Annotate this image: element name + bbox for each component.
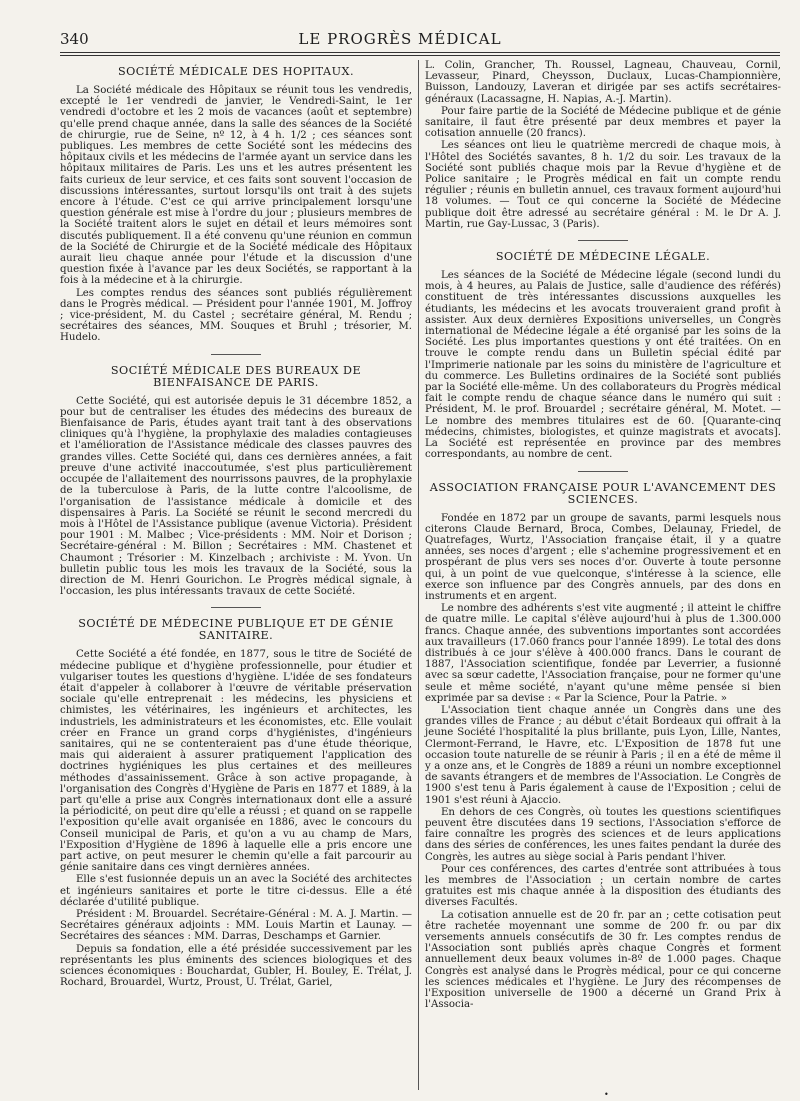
section-heading: SOCIÉTÉ DE MÉDECINE PUBLIQUE ET DE GÉNIE SANITAIRE. bbox=[78, 617, 394, 643]
section-heading: SOCIÉTÉ MÉDICALE DES BUREAUX DE BIENFAISANCE DE PARIS. bbox=[110, 363, 362, 389]
column-divider bbox=[418, 60, 419, 1090]
paragraph: La Société médicale des Hôpitaux se réunit tous les vendredis, excepté le 1er vendredi de janvier, le Vendredi-Saint, le 1er vendredi d'octobre et les 2 mois de vacances (août et septembre) qu'elle prend chaque année, dans la salle des séances de la Société de chirurgie, rue de Seine, nº 12, à 4 h. 1/2 ; ces séances sont publiques. Les membres de cette Société sont les médecins des hôpitaux civils et les médecins de l'armée ayant un service dans les hôpitaux militaires de Paris. Les uns et les autres présentent les faits curieux de leur service, et ces faits sont souvent l'occasion de discussions intéressantes, surtout lorsqu'ils ont trait à des sujets encore à l'étude. C'est ce qui arrive principalement lorsqu'une question générale est mise à l'ordre du jour ; plusieurs membres de la Société traitent alors le sujet en détail et leurs mémoires sont discutés publiquement. Il a été convenu qu'une réunion en commun de la Société de Chirurgie et de la Société médicale des Hôpitaux aurait lieu chaque année pour l'étude et la discussion d'une question fixée à l'avance par les deux Sociétés, se rapportant à la fois à la médecine et à la chirurgie. bbox=[60, 85, 412, 287]
paragraph: En dehors de ces Congrès, où toutes les questions scientifiques peuvent être discutées dans 19 sections, l'Association s'efforce de faire connaître les progrès des sciences et de leurs applications dans des séries de conférences, les unes faites pendant la durée des Congrès, les autres au siège social à Paris pendant l'hiver. bbox=[425, 806, 781, 863]
paragraph: La cotisation annuelle est de 20 fr. par an ; cette cotisation peut être rachetée moyennant une somme de 200 fr. ou par dix versements annuels consécutifs de 30 fr. Les comptes rendus de l'Association sont publiés après chaque Congrès et forment annuellement deux beaux volumes in-8º de 1.000 pages. Chaque Congrès est analysé dans le Progrès médical, pour ce qui concerne les sciences médicales et l'hygiène. Le Jury des récompenses de l'Exposition universelle de 1900 a décerné un Grand Prix à l'Associa- bbox=[425, 909, 781, 1011]
paragraph: Cette Société, qui est autorisée depuis le 31 décembre 1852, a pour but de centraliser les études des médecins des bureaux de Bienfaisance de Paris, études ayant trait tant à des observations cliniques qu'à l'hygiène, la prophylaxie des maladies contagieuses et l'amélioration de l'Assistance médicale des classes pauvres des grandes villes. Cette Société qui, dans ces dernières années, a fait preuve d'une activité inaccoutumée, s'est plus particulièrement occupée de l'allaitement des nourrissons pauvres, de la prophylaxie de la tuberculose à Paris, de la lutte contre l'alcoolisme, de l'organisation de l'assistance médicale à domicile et des dispensaires à Paris. La Société se réunit le second mercredi du mois à l'Hôtel de l'Assistance publique (avenue Victoria). Président pour 1901 : M. Malbec ; Vice-présidents : MM. Noir et Dorison ; Secrétaire-général : M. Billon ; Secrétaires : MM. Chastenet et Chaumont ; Trésorier : M. Kinzelbach ; archiviste : M. Yvon. Un bulletin public tous les mois les travaux de la Société, sous la direction de M. Henri Gourichon. Le Progrès médical signale, à l'occasion, les plus intéressants travaux de cette Société. bbox=[60, 395, 412, 598]
article-hygiene bbox=[60, 618, 412, 988]
header-rule bbox=[60, 55, 780, 56]
paragraph: Les séances de la Société de Médecine légale (second lundi du mois, à 4 heures, au Palais de Justice, salle d'audience des référés) constituent de très intéressantes discussions auxquelles les étudiants, les médecins et les avocats trouveraient grand profit à assister. Aux deux dernières Expositions universelles, un Congrès international de Médecine légale a été organisé par les soins de la Société. Les plus importantes questions y ont été traitées. On en trouve le compte rendu dans un Bulletin spécial édité par l'Imprimerie nationale par les soins du ministère de l'agriculture et du commerce. Les Bulletins ordinaires de la Société sont publiés par la Société elle-même. Un des collaborateurs du Progrès médical fait le compte rendu de chaque séance dans le numéro qui suit : Président, M. le prof. Brouardel ; secrétaire général, M. Motet. — Le nombre des membres titulaires est de 60. [Quarante-cinq médecins, chimistes, biologistes, et quinze magistrats et avocats]. La Société est représentée en province par des membres correspondants, au nombre de cent. bbox=[425, 270, 781, 461]
footer-mark: • bbox=[604, 1090, 609, 1099]
article-medecine-legale bbox=[425, 251, 781, 471]
section-heading: SOCIÉTÉ DE MÉDECINE LÉGALE. bbox=[495, 250, 711, 264]
section-heading: SOCIÉTÉ MÉDICALE DES HOPITAUX. bbox=[117, 65, 355, 78]
paragraph: Depuis sa fondation, elle a été présidée successivement par les représentants les plus éminents des sciences biologiques et des sciences économiques : Bouchardat, Gubler, H. Bouley, E. Trélat, J. Rochard, Brouardel, Wurtz, Proust, U. Trélat, Gariel, bbox=[60, 943, 412, 989]
article-afas bbox=[425, 482, 781, 1011]
header-rule bbox=[60, 52, 780, 53]
section-heading: ASSOCIATION FRANÇAISE POUR L'AVANCEMENT DES SCIENCES. bbox=[429, 480, 777, 506]
paragraph: Pour faire partie de la Société de Médecine publique et de génie sanitaire, il faut être présenté par deux membres et payer la cotisation annuelle (20 francs). bbox=[425, 105, 781, 140]
section-separator bbox=[578, 240, 628, 241]
paragraph: Les séances ont lieu le quatrième mercredi de chaque mois, à l'Hôtel des Sociétés savantes, 8 h. 1/2 du soir. Les travaux de la Société sont publiés chaque mois par la Revue d'hygiène et de Police sanitaire ; le Progrès médical en fait un compte rendu régulier ; réunis en bulletin annuel, ces travaux forment aujourd'hui 18 volumes. — Tout ce qui concerne la Société de Médecine publique doit être adressé au secrétaire général : M. le Dr A. J. Martin, rue Gay-Lussac, 3 (Paris). bbox=[425, 140, 781, 230]
paragraph: Les comptes rendus des séances sont publiés régulièrement dans le Progrès médical. — Président pour l'année 1901, M. Joffroy ; vice-président, M. du Castel ; secrétaire général, M. Rendu ; secrétaires des séances, MM. Souques et Bruhl ; trésorier, M. Hudelo. bbox=[60, 287, 412, 344]
paragraph: Cette Société a été fondée, en 1877, sous le titre de Société de médecine publique et d'hygiène professionnelle, pour étudier et vulgariser toutes les questions d'hygiène. L'idée de ses fondateurs était d'appeler à collaborer à l'œuvre de véritable préservation sociale qu'elle entreprenait : les médecins, les physiciens et chimistes, les vétérinaires, les ingénieurs et architectes, les industriels, les administrateurs et les économistes, etc. Elle voulait créer en France un grand corps d'hygiénistes, d'ingénieurs sanitaires, qui ne se contenteraient pas d'une étude théorique, mais qui aideraient à assurer pratiquement l'application des doctrines hygiéniques les plus certaines et des meilleures méthodes d'assainissement. Grâce à son active propagande, à l'organisation des Congrès d'Hygiène de Paris en 1877 et 1889, à la part qu'elle a prise aux Congrès internationaux dont elle a assuré la périodicité, on peut dire qu'elle a réussi ; et quand on se rappelle l'exposition qu'elle avait organisée en 1886, avec le concours du Conseil municipal de Paris, et qu'on a vu au champ de Mars, l'Exposition d'Hygiène de 1896 à laquelle elle a pris encore une part active, on peut mesurer le chemin qu'elle a fait parcourir au génie sanitaire dans ces vingt dernières années. bbox=[60, 649, 412, 874]
right-column bbox=[425, 60, 781, 1011]
running-title: LE PROGRÈS MÉDICAL bbox=[298, 30, 502, 48]
section-separator bbox=[578, 471, 628, 472]
section-separator bbox=[211, 607, 261, 608]
article-bienfaisance bbox=[60, 365, 412, 609]
paragraph: Le nombre des adhérents s'est vite augmenté ; il atteint le chiffre de quatre mille. Le capital s'élève aujourd'hui à plus de 1.300.000 francs. Chaque année, des subventions importantes sont accordées aux travailleurs (17.060 francs pour l'année 1899). Le total des dons distribués à ce jour s'élève à 400.000 francs. Dans le courant de 1887, l'Association scientifique, fondée par Leverrier, a fusionné avec sa sœur cadette, l'Association française, pour ne former qu'une seule et même société, n'ayant qu'une même pensée si bien exprimée par sa devise : « Par la Science, Pour la Patrie. » bbox=[425, 603, 781, 704]
paragraph: L'Association tient chaque année un Congrès dans une des grandes villes de France ; au début c'était Bordeaux qui offrait à la jeune Société l'hospitalité la plus brillante, puis Lyon, Lille, Nantes, Clermont-Ferrand, le Havre, etc. L'Exposition de 1878 fut une occasion toute naturelle de se réunir à Paris ; il en a été de même il y a onze ans, et le Congrès de 1889 a réuni un nombre exceptionnel de savants étrangers et de membres de l'Association. Le Congrès de 1900 s'est tenu à Paris également à cause de l'Exposition ; celui de 1901 s'est réuni à Ajaccio. bbox=[425, 704, 781, 806]
paragraph: Président : M. Brouardel. Secrétaire-Général : M. A. J. Martin. — Secrétaires généraux adjoints : MM. Louis Martin et Launay. — Secrétaires des séances : MM. Darras, Deschamps et Garnier. bbox=[60, 909, 412, 943]
article-hopitaux bbox=[60, 66, 412, 355]
left-column bbox=[60, 60, 412, 989]
article-hygiene-continued bbox=[425, 60, 781, 241]
page-number: 340 bbox=[60, 30, 89, 48]
paragraph: Pour ces conférences, des cartes d'entrée sont attribuées à tous les membres de l'Association ; un certain nombre de cartes gratuites est mis chaque année à la disposition des étudiants des diverses Facultés. bbox=[425, 863, 781, 909]
paragraph: Elle s'est fusionnée depuis un an avec la Société des architectes et ingénieurs sanitaires et porte le titre ci-dessus. Elle a été déclarée d'utilité publique. bbox=[60, 874, 412, 908]
paragraph: Fondée en 1872 par un groupe de savants, parmi lesquels nous citerons Claude Bernard, Broca, Combes, Delaunay, Friedel, de Quatrefages, Wurtz, l'Association française était, il y a quatre années, ses noces d'argent ; elle s'achemine progressivement et en prospérant de plus vers ses noces d'or. Ouverte à toute personne qui, à un point de vue quelconque, s'intéresse à la science, elle exerce son influence par des Congrès annuels, par des dons en instruments et en argent. bbox=[425, 512, 781, 602]
paragraph: L. Colin, Grancher, Th. Roussel, Lagneau, Chauveau, Cornil, Levasseur, Pinard, Cheysson, Duclaux, Lucas-Championnière, Buisson, Landouzy, Laveran et dirigée par ses actifs secrétaires-généraux (Lacassagne, H. Napias, A.-J. Martin). bbox=[425, 60, 781, 105]
section-separator bbox=[211, 354, 261, 355]
